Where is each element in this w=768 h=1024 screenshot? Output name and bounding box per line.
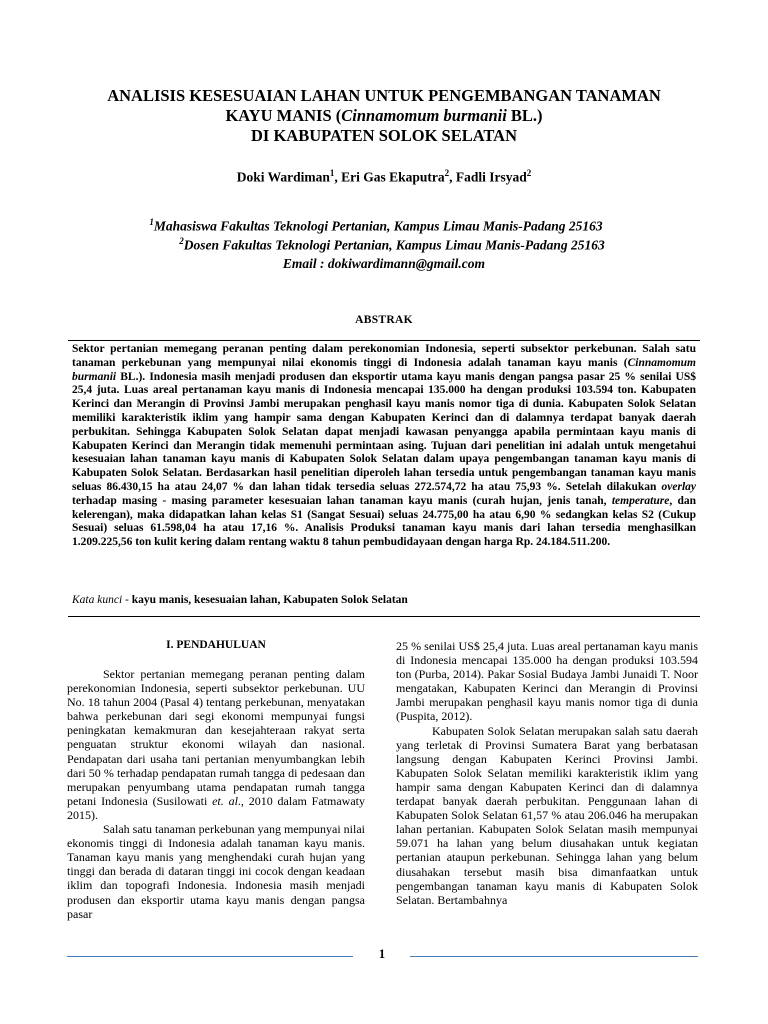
affiliation-text: Mahasiswa Fakultas Teknologi Pertanian, Kampus Limau Manis-Padang 25163 [153,218,603,234]
author-separator: , [334,169,342,185]
keywords-label: Kata kunci - [72,594,132,606]
affiliation-1 [52,217,700,235]
author-email: Email : dokiwardimann@gmail.com [282,256,486,271]
title-line-2 [60,106,708,126]
section-heading-introduction: I. PENDAHULUAN [166,639,266,651]
affiliation-2 [68,236,716,254]
author-list [60,168,708,186]
left-column [67,667,365,921]
title-line-3: DI KABUPATEN SOLOK SELATAN [250,126,518,145]
abstract-body [72,343,696,550]
intro-text: Sektor pertanian memegang peranan penting dalam perekonomian Indonesia, seperti subsektor perkebunan. UU No. 18 tahun 2004 (Pasal 4) tentang perkebunan, menyatakan bahwa perkebunan dari segi ekonomi mempunyai fungsi peningkatan kemakmuran dan kesejahteraan rakyat serta penguatan struktur ekonomi wilayah dan nasional. Pendapatan dari usaha tani pertanian menyumbangkan lebih dari 50 % terhadap pendapatan rumah tangga di pedesaan dan merupakan penyumbang utama pendapatan rumah tangga petani Indonesia (Susilowati [67,667,365,808]
author-name: Doki Wardiman [236,169,330,185]
keywords [72,593,696,607]
abstract-text-1: Sektor pertanian memegang peranan penting dalam perekonomian Indonesia, seperti subsektor perkebunan. Salah satu tanaman perkebunan yang mempunyai nilai ekonomis tinggi di Indonesia adalah tanaman kayu manis ( [72,343,696,369]
abstract-top-rule [68,340,700,341]
author-name: Eri Gas Ekaputra [341,169,445,185]
affiliation-text: Dosen Fakultas Teknologi Pertanian, Kampus Limau Manis-Padang 25163 [183,237,605,253]
intro-paragraph-continued: 25 % senilai US$ 25,4 juta. Luas areal pertanaman kayu manis di Indonesia mencapai 135.000 ha dengan produksi 103.594 ton (Purba, 2014). Pakar Sosial Budaya Jambi Junaidi T. Noor mengatakan, Kabupaten Kerinci dan Merangin di Provinsi Jambi merupakan penghasil kayu manis nomor tiga di dunia (Puspita, 2012). [396,639,698,724]
title-line-1: ANALISIS KESESUAIAN LAHAN UNTUK PENGEMBANGAN TANAMAN [107,86,661,105]
abstract-text-4: , dan kelerengan), maka didapatkan lahan kelas S1 (Sangat Sesuai) seluas 24.775,00 ha atau 6,90 % sedangkan kelas S2 (Cukup Sesuai) seluas 61.598,04 ha atau 17,16 %. Analisis Produksi tanaman kayu manis dari lahan tersedia menghasilkan 1.209.225,56 ton kulit kering dalam rentang waktu 8 tahun pembudidayaan dengan harga Rp. 24.184.511.200. [72,494,696,549]
author-affiliation-mark: 2 [526,168,532,178]
intro-citation-etal: et. al [212,793,238,808]
abstract-bottom-rule [68,616,700,617]
abstract-text-3: terhadap masing - masing parameter kesesuaian lahan tanaman kayu manis (curah hujan, jenis tanah, [72,494,612,507]
affiliation-mark: 2 [179,236,184,246]
abstract-term-overlay: overlay [661,480,696,493]
abstract-text-2: BL.). Indonesia masih menjadi produsen dan eksportir utama kayu manis dengan pangsa pasar 25 % senilai US$ 25,4 juta. Luas areal pertanaman kayu manis di Indonesia mencapai 135.000 ha dengan produksi 103.594 ton. Kabupaten Kerinci dan Merangin di Provinsi Jambi merupakan penghasil kayu manis nomor tiga di dunia. Kabupaten Solok Selatan memiliki karakteristik iklim yang hampir sama dengan Kabupaten Kerinci dan di dalamnya terdapat banyak daerah perbukitan. Sehingga Kabupaten Solok Selatan dapat menjadi kawasan penyangga apabila permintaan kayu manis di Kabupaten Kerinci dan Merangin tidak memenuhi permintaan asing. Tujuan dari penelitian ini adalah untuk mengetahui kesesuaian lahan tanaman kayu manis di Kabupaten Solok Selatan dalam upaya pengembangan tanaman kayu manis di Kabupaten Solok Selatan. Berdasarkan hasil penelitian diperoleh lahan tersedia untuk pengembangan tanaman kayu manis seluas 86.430,15 ha atau 24,07 % dan lahan tidak tersedia seluas 272.574,72 ha atau 75,93 %. Setelah dilakukan [72,370,696,493]
intro-text: ., 2010 dalam Fatmawaty 2015). [67,793,365,822]
footer-rule-right [410,956,698,957]
abstract-term-temperature: temperature [611,494,670,507]
intro-paragraph-2: Salah satu tanaman perkebunan yang mempunyai nilai ekonomis tinggi di Indonesia adalah tanaman kayu manis. Tanaman kayu manis yang menghendaki curah hujan yang tinggi dan berada di dataran tinggi ini cocok dengan keadaan iklim dan topografi Indonesia. Indonesia masih menjadi produsen dan eksportir utama kayu manis dengan pangsa pasar [67,822,365,921]
footer-rule-left [67,956,353,957]
abstract-heading: ABSTRAK [355,314,413,326]
right-column [396,639,698,907]
abstract-paragraph [72,343,696,550]
abstract-species-name: Cinnamomum burmanii [72,356,696,383]
title-line-2-post: BL.) [506,106,543,125]
paper-title [60,86,708,146]
intro-paragraph-3: Kabupaten Solok Selatan merupakan salah satu daerah yang terletak di Provinsi Sumatera Barat yang berbatasan langsung dengan Kabupaten Kerinci Provinsi Jambi. Kabupaten Solok Selatan memiliki karakteristik iklim yang hampir sama dengan Kabupaten Kerinci dan di dalamnya terdapat banyak daerah perbukitan. Penggunaan lahan di Kabupaten Solok Selatan 61,57 % atau 206.046 ha merupakan lahan pertanian. Kabupaten Solok Selatan masih mempunyai 59.071 ha lahan yang belum diusahakan untuk kegiatan pertanian ataupun perkebunan. Sehingga lahan yang belum diusahakan tersebut masih bisa dimanfaatkan untuk pengembangan tanaman kayu manis di Kabupaten Solok Selatan. Bertambahnya [396,723,698,907]
author-name: Fadli Irsyad [455,169,527,185]
affiliation-mark: 1 [149,217,154,227]
author-affiliation-mark: 1 [329,168,335,178]
page-number: 1 [378,947,386,961]
intro-paragraph-1 [67,667,365,822]
keywords-value: kayu manis, kesesuaian lahan, Kabupaten Solok Selatan [131,594,408,606]
author-affiliation-mark: 2 [444,168,450,178]
author-separator: , [449,169,456,185]
title-line-2-pre: KAYU MANIS ( [225,106,342,125]
title-species-name: Cinnamomum burmanii [341,106,507,125]
